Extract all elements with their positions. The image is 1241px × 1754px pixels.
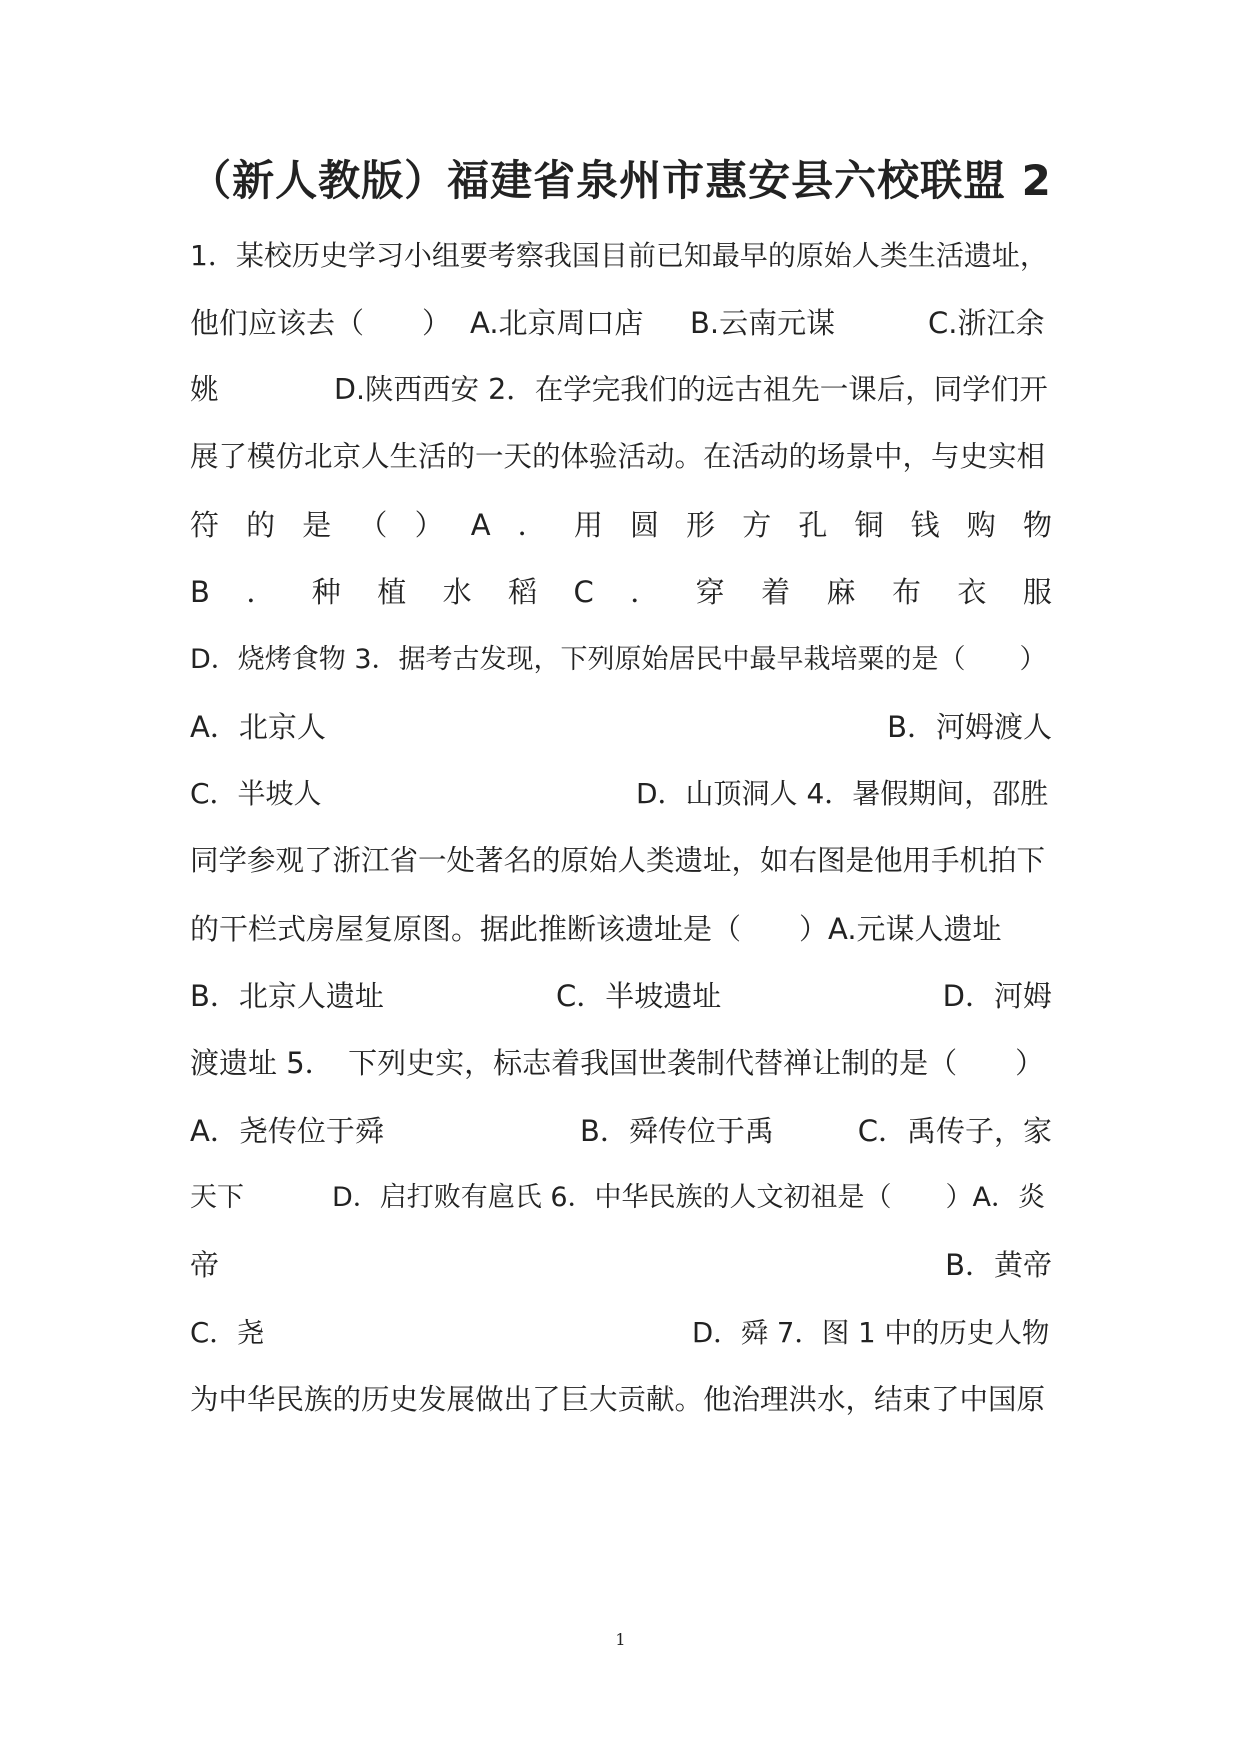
text-char: ．	[517, 508, 547, 542]
text-char: 稻	[508, 575, 538, 609]
text-char: 符	[190, 508, 220, 542]
text-char: 圆	[629, 508, 659, 542]
text-segment: 天下	[190, 1182, 244, 1213]
text-line	[190, 370, 1052, 410]
text-char: 水	[442, 575, 472, 609]
option-d: D．山顶洞人 4．暑假期间，邵胜	[636, 777, 1049, 810]
text-segment: 他们应该去（ ）	[190, 306, 452, 340]
text-char: 形	[686, 508, 716, 542]
text-segment: D．烧烤食物 3．据考古发现，下列原始居民中最早栽培粟的是（ ）	[190, 644, 1047, 675]
text-segment: D．启打败有扈氏 6．中华民族的人文初祖是（ ）A．炎	[332, 1182, 1046, 1213]
text-line	[190, 774, 1052, 814]
text-segment: 展了模仿北京人生活的一天的体验活动。在活动的场景中，与史实相	[190, 440, 1046, 473]
text-line	[190, 437, 1052, 477]
text-line	[190, 505, 1052, 545]
text-char: 钱	[910, 508, 940, 542]
text-char: A	[470, 508, 491, 542]
text-char: （	[358, 508, 388, 542]
document-title: （新人教版）福建省泉州市惠安县六校联盟 2	[189, 156, 1052, 205]
text-line	[190, 1178, 1052, 1218]
text-char: 方	[742, 508, 772, 542]
page-number: 1	[615, 1630, 626, 1649]
text-line	[190, 1043, 1052, 1083]
text-char: 布	[891, 575, 921, 609]
text-char: ．	[630, 575, 660, 609]
option-a: A.北京周口店	[470, 306, 644, 340]
text-segment: 渡遗址 5． 下列史实，标志着我国世袭制代替禅让制的是（ ）	[190, 1046, 1045, 1080]
option-b: B．黄帝	[945, 1248, 1052, 1282]
option-c: C.浙江余	[928, 306, 1045, 340]
text-char: 是	[302, 508, 332, 542]
text-segment: 的干栏式房屋复原图。据此推断该遗址是（ ）A.元谋人遗址	[190, 912, 1002, 946]
text-line	[190, 572, 1052, 612]
text-line	[190, 1111, 1052, 1151]
option-a: A．尧传位于舜	[190, 1114, 384, 1148]
text-segment: 姚	[190, 373, 219, 406]
text-char: ．	[246, 575, 276, 609]
text-segment: D.陕西西安 2．在学完我们的远古祖先一课后，同学们开	[334, 373, 1048, 406]
text-char: 用	[573, 508, 603, 542]
text-char: B	[190, 575, 210, 609]
text-line	[190, 909, 1052, 949]
text-char: 的	[246, 508, 276, 542]
option-c: C．半坡人	[190, 777, 322, 810]
text-line	[190, 236, 1052, 276]
option-b: B．舜传位于禹	[580, 1114, 774, 1148]
text-line	[190, 1245, 1052, 1285]
option-d: D．舜 7．图 1 中的历史人物	[692, 1317, 1050, 1349]
text-char: 麻	[826, 575, 856, 609]
text-char: 种	[311, 575, 341, 609]
option-b: B．河姆渡人	[887, 710, 1052, 744]
text-line	[190, 1380, 1052, 1420]
text-segment: 帝	[190, 1248, 220, 1282]
option-c: C．禹传子，家	[857, 1114, 1052, 1148]
text-char: 衣	[957, 575, 987, 609]
text-char: C	[573, 575, 594, 609]
text-segment: 同学参观了浙江省一处著名的原始人类遗址，如右图是他用手机拍下	[190, 844, 1046, 877]
text-line	[190, 1313, 1052, 1353]
text-line	[190, 841, 1052, 881]
text-line	[190, 640, 1052, 680]
text-char: 植	[377, 575, 407, 609]
option-a: A．北京人	[190, 710, 326, 744]
text-char: 孔	[798, 508, 828, 542]
text-char: 着	[761, 575, 791, 609]
text-char: 铜	[854, 508, 884, 542]
text-segment: 为中华民族的历史发展做出了巨大贡献。他治理洪水，结束了中国原	[190, 1383, 1046, 1416]
option-c: C．尧	[190, 1317, 265, 1349]
text-segment: 1．某校历史学习小组要考察我国目前已知最早的原始人类生活遗址，	[190, 239, 1048, 272]
text-line	[190, 707, 1052, 747]
text-line	[190, 976, 1052, 1016]
option-c: C．半坡遗址	[556, 979, 722, 1013]
text-char: 物	[1022, 508, 1052, 542]
text-char: ）	[414, 508, 444, 542]
text-line	[190, 303, 1052, 343]
option-b: B．北京人遗址	[190, 979, 384, 1013]
text-char: 穿	[695, 575, 725, 609]
text-char: 购	[966, 508, 996, 542]
option-d: D．河姆	[942, 979, 1052, 1013]
option-b: B.云南元谋	[690, 306, 836, 340]
text-char: 服	[1022, 575, 1052, 609]
